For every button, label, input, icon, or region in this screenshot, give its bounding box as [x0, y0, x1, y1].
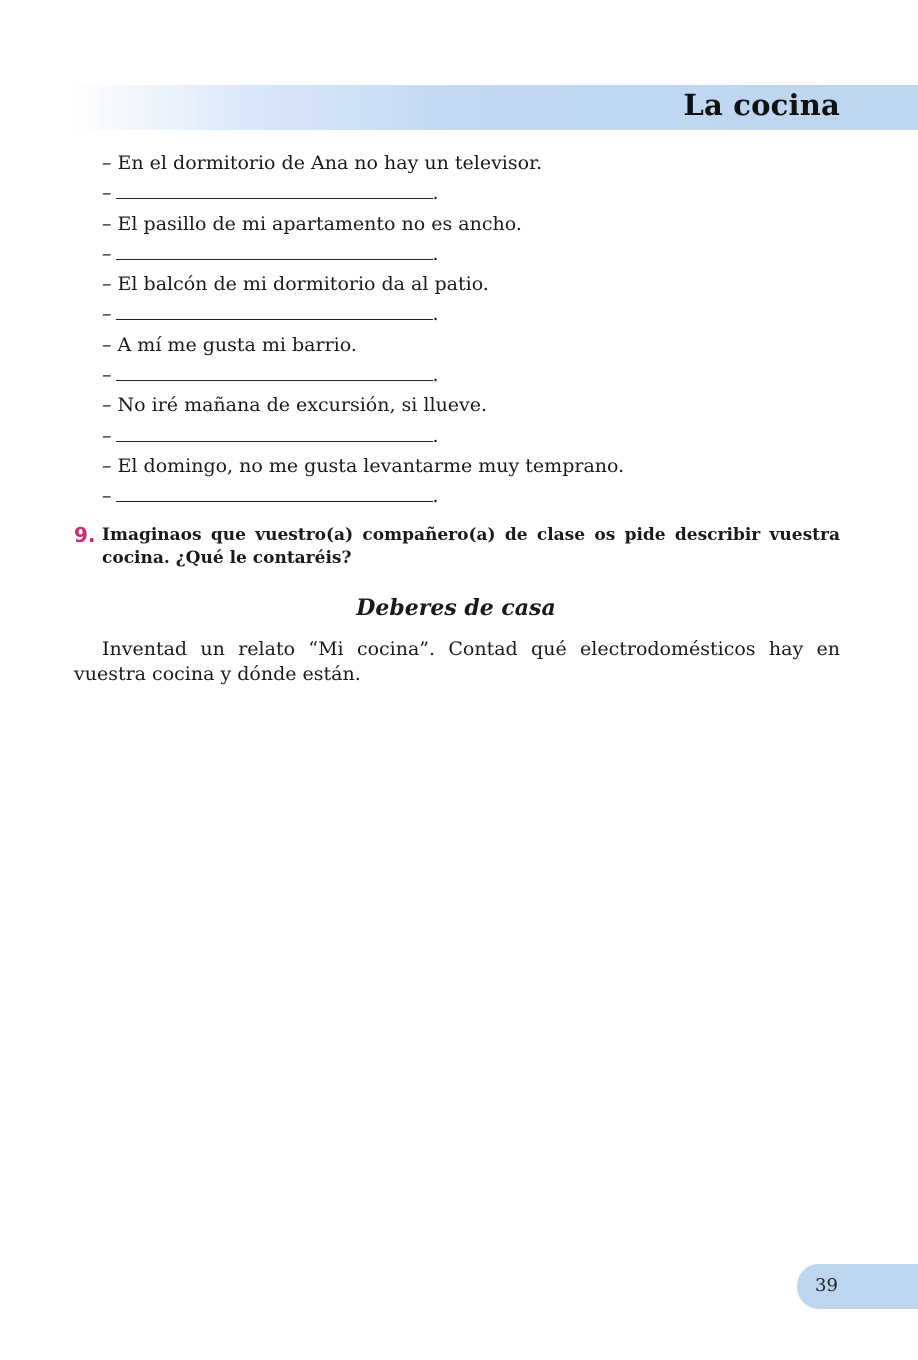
answer-dash: –	[102, 424, 112, 447]
dialog-answer-line	[102, 360, 842, 390]
dialog-answer-line	[102, 421, 842, 451]
answer-blank[interactable]	[116, 421, 433, 442]
answer-period: .	[432, 182, 439, 205]
page-number: 39	[815, 1275, 838, 1296]
answer-blank[interactable]	[116, 299, 433, 320]
answer-dash: –	[102, 303, 112, 326]
answer-dash: –	[102, 485, 112, 508]
dialog-sentence: – A mí me gusta mi barrio.	[102, 333, 357, 356]
answer-blank[interactable]	[116, 360, 433, 381]
dialog-sentence: – No iré mañana de excursión, si llueve.	[102, 394, 488, 417]
homework-text: Inventad un relato “Mi cocina”. Contad qué electrodomésticos hay en vuestra cocina y dónde están.	[74, 638, 840, 685]
dialog-sentence: – El pasillo de mi apartamento no es ancho.	[102, 212, 522, 235]
homework-title: Deberes de casa	[356, 595, 556, 621]
dialog-answer-line	[102, 481, 842, 511]
dialog-answer-line	[102, 178, 842, 208]
exercise-9	[74, 524, 840, 570]
exercise-instruction: Imaginaos que vuestro(a) compañero(a) de clase os pide describir vuestra cocina. ¿Qué le contaréis?	[102, 525, 840, 568]
dialog-sentence: – El domingo, no me gusta levantarme muy temprano.	[102, 454, 625, 477]
answer-dash: –	[102, 364, 112, 387]
answer-period: .	[432, 424, 439, 447]
answer-period: .	[432, 485, 439, 508]
answer-period: .	[432, 364, 439, 387]
answer-dash: –	[102, 182, 112, 205]
answer-blank[interactable]	[116, 178, 433, 199]
dialog-answer-line	[102, 239, 842, 269]
page-title: La cocina	[683, 88, 840, 122]
dialog-sentence: – En el dormitorio de Ana no hay un televisor.	[102, 152, 543, 174]
answer-period: .	[432, 242, 439, 265]
answer-dash: –	[102, 242, 112, 265]
dialog-answer-line	[102, 299, 842, 329]
answer-blank[interactable]	[116, 481, 433, 502]
answer-period: .	[432, 303, 439, 326]
dialog-exercise	[102, 148, 842, 512]
answer-blank[interactable]	[116, 239, 433, 260]
dialog-sentence: – El balcón de mi dormitorio da al patio.	[102, 273, 489, 296]
exercise-number: 9.	[74, 523, 96, 547]
